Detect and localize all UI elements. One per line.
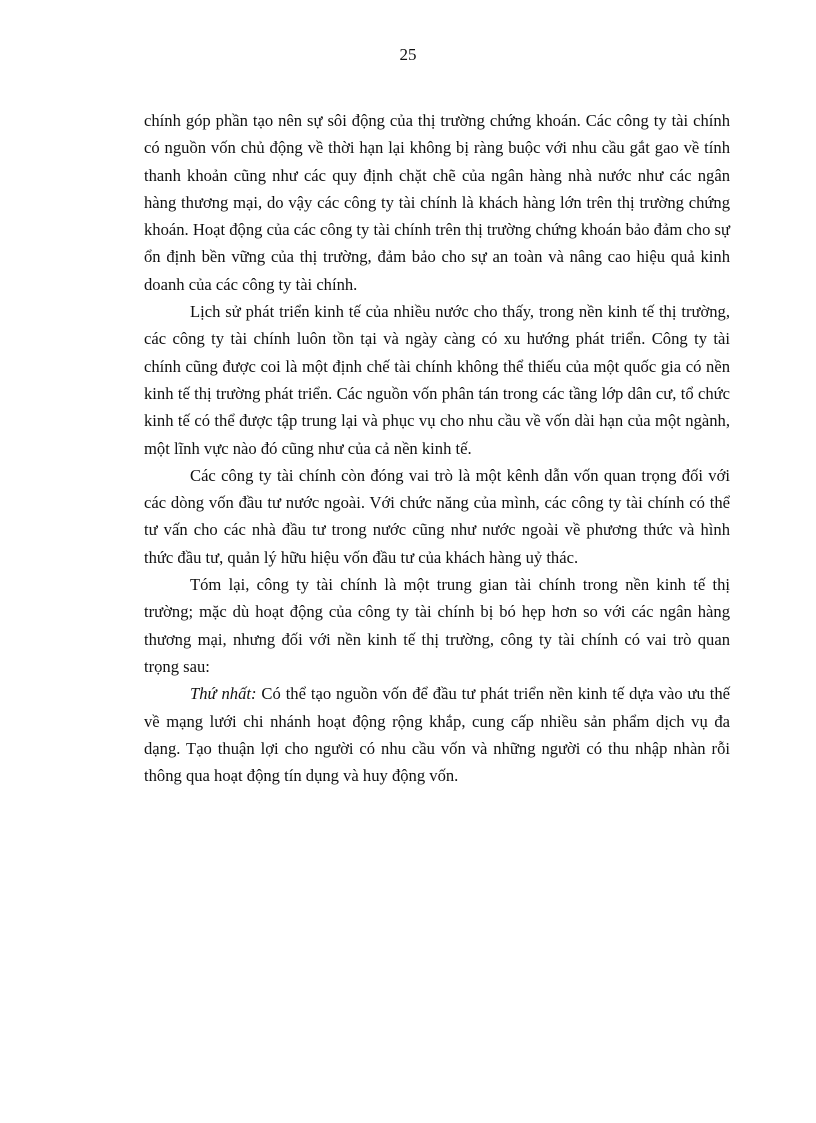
paragraph-first-role	[144, 680, 730, 789]
first-role-lead: Thứ nhất:	[190, 684, 257, 704]
paragraph-foreign-capital: Các công ty tài chính còn đóng vai trò là một kênh dẫn vốn quan trọng đối với các dòng vốn đầu tư nước ngoài. Với chức năng của mình, các công ty tài chính có thể tư vấn cho các nhà đầu tư trong nước cũng như nước ngoài về phương thức và hình thức đầu tư, quản lý hữu hiệu vốn đầu tư của khách hàng uỷ thác.	[144, 465, 730, 567]
paragraph-continuation: chính góp phần tạo nên sự sôi động của thị trường chứng khoán. Các công ty tài chính có nguồn vốn chủ động về thời hạn lại không bị ràng buộc với nhu cầu gắt gao về tính thanh khoản cũng như các quy định chặt chẽ của ngân hàng nhà nước như các ngân hàng thương mại, do vậy các công ty tài chính là khách hàng lớn trên thị trường chứng khoán. Hoạt động của các công ty tài chính trên thị trường chứng khoán bảo đảm cho sự ổn định bền vững của thị trường, đảm bảo cho sự an toàn và nâng cao hiệu quả kinh doanh của các công ty tài chính.	[144, 111, 730, 294]
body-text	[144, 107, 730, 789]
paragraph-history: Lịch sử phát triển kinh tế của nhiều nước cho thấy, trong nền kinh tế thị trường, các công ty tài chính luôn tồn tại và ngày càng có xu hướng phát triển. Công ty tài chính cũng được coi là một định chế tài chính không thể thiếu của một quốc gia có nền kinh tế thị trường phát triển. Các nguồn vốn phân tán trong các tầng lớp dân cư, tổ chức kinh tế có thể được tập trung lại và phục vụ cho nhu cầu về vốn dài hạn của một ngành, một lĩnh vực nào đó cũng như của cả nền kinh tế.	[144, 302, 730, 458]
first-role-text: Có thể tạo nguồn vốn để đầu tư phát triển nền kinh tế dựa vào ưu thế về mạng lưới chi nhánh hoạt động rộng khắp, cung cấp nhiều sản phẩm dịch vụ đa dạng. Tạo thuận lợi cho người có nhu cầu vốn và những người có thu nhập nhàn rỗi thông qua hoạt động tín dụng và huy động vốn.	[144, 684, 730, 786]
page-number: 25	[399, 45, 417, 64]
paragraph-summary: Tóm lại, công ty tài chính là một trung gian tài chính trong nền kinh tế thị trường; mặc dù hoạt động của công ty tài chính bị bó hẹp hơn so với các ngân hàng thương mại, nhưng đối với nền kinh tế thị trường, công ty tài chính có vai trò quan trọng sau:	[144, 575, 730, 676]
